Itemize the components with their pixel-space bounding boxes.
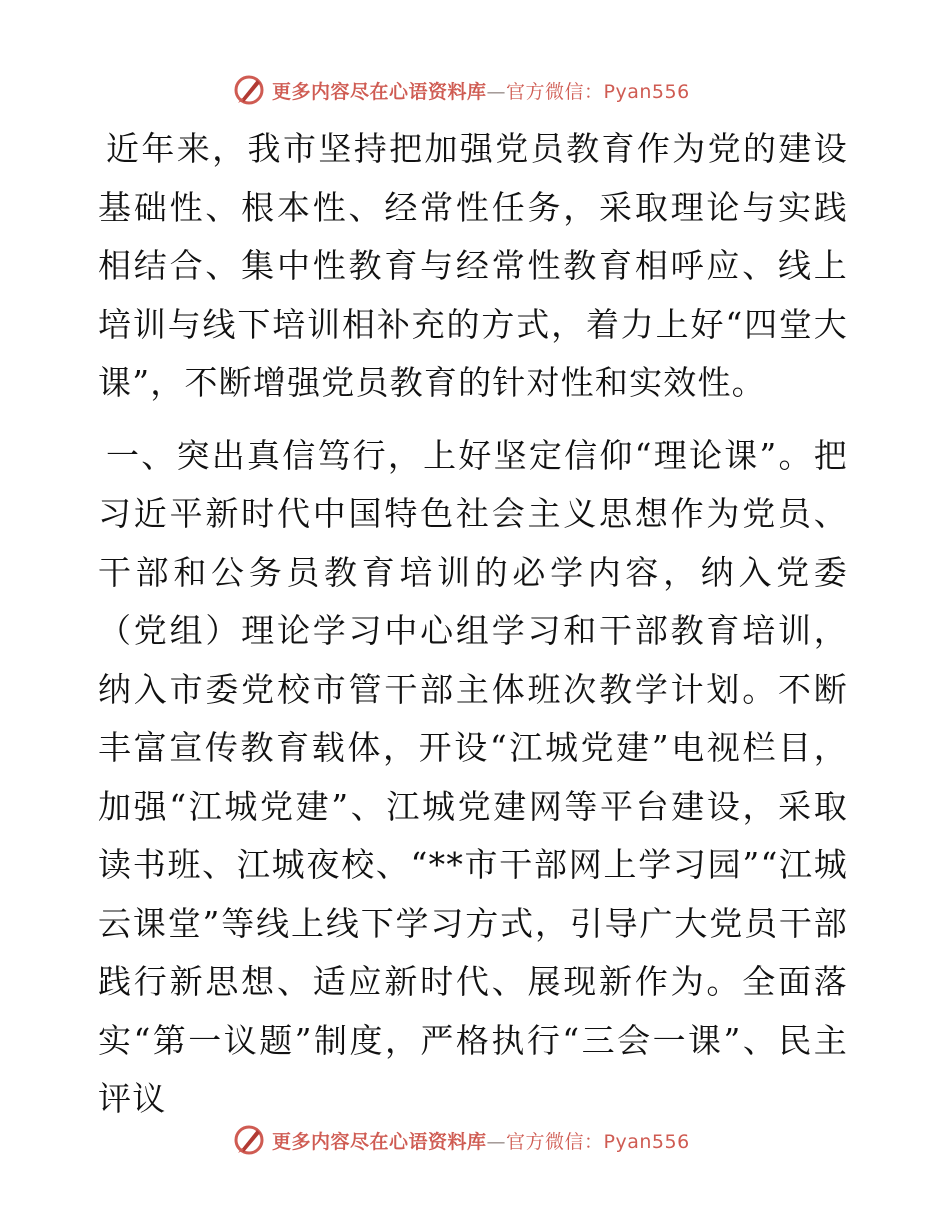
header-banner — [232, 72, 690, 108]
footer-banner-wechat: 官方微信：Pyan556 — [506, 1130, 690, 1153]
footer-banner-text — [272, 1127, 690, 1154]
quill-pen-logo-icon — [232, 1123, 266, 1157]
header-banner-main: 更多内容尽在心语资料库 — [272, 80, 487, 103]
header-banner-sep: — — [486, 80, 507, 103]
footer-banner — [232, 1122, 690, 1158]
document-body — [98, 120, 848, 1129]
body-paragraph-intro: 近年来，我市坚持把加强党员教育作为党的建设基础性、根本性、经常性任务，采取理论与实践相结合、集中性教育与经常性教育相呼应、线上培训与线下培训相补充的方式，着力上好“四堂大课”，不断增强党员教育的针对性和实效性。 — [98, 129, 848, 402]
quill-pen-logo-icon — [232, 73, 266, 107]
header-banner-wechat: 官方微信：Pyan556 — [506, 80, 690, 103]
body-paragraph-section-one: 一、突出真信笃行，上好坚定信仰“理论课”。把习近平新时代中国特色社会主义思想作为党员、干部和公务员教育培训的必学内容，纳入党委（党组）理论学习中心组学习和干部教育培训，纳入市委党校市管干部主体班次教学计划。不断丰富宣传教育载体，开设“江城党建”电视栏目，加强“江城党建”、江城党建网等平台建设，采取读书班、江城夜校、“**市干部网上学习园”“江城云课堂”等线上线下学习方式，引导广大党员干部践行新思想、适应新时代、展现新作为。全面落实“第一议题”制度，严格执行“三会一课”、民主评议 — [98, 435, 848, 1118]
footer-banner-main: 更多内容尽在心语资料库 — [272, 1130, 487, 1153]
header-banner-text — [272, 77, 690, 104]
paragraph-gap — [98, 413, 848, 427]
footer-banner-sep: — — [486, 1130, 507, 1153]
